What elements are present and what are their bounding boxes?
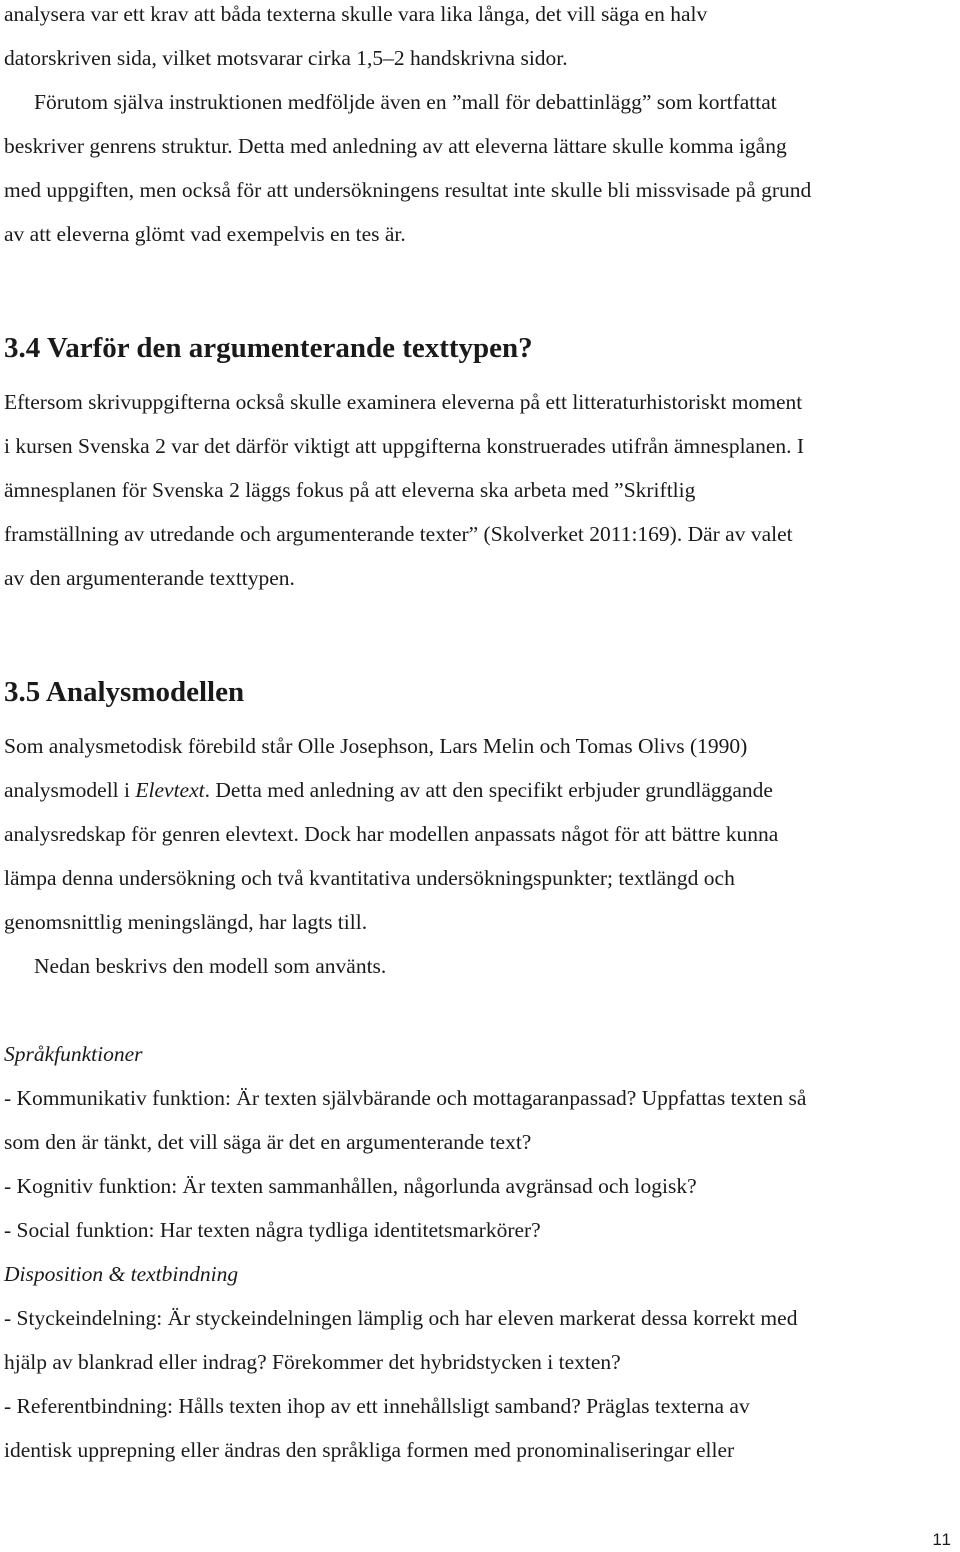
list-1-item-1-line-1: - Kommunikativ funktion: Är texten självbärande och mottagaranpassad? Uppfattas texten så: [4, 1086, 807, 1110]
paragraph-3-line-1: Eftersom skrivuppgifterna också skulle examinera eleverna på ett litteraturhistoriskt moment: [4, 390, 803, 414]
section-heading-3-5: 3.5 Analysmodellen: [4, 676, 245, 708]
list-1-item-2: - Kognitiv funktion: Är texten sammanhållen, någorlunda avgränsad och logisk?: [4, 1174, 697, 1198]
paragraph-4-line-2-end: . Detta med anledning av att den specifikt erbjuder grundläggande: [204, 778, 773, 802]
elevtext-title: Elevtext: [135, 778, 205, 802]
subheading-disposition: Disposition & textbindning: [4, 1262, 239, 1286]
paragraph-3-line-2: i kursen Svenska 2 var det därför viktigt att uppgifterna konstruerades utifrån ämnesplanen. I: [4, 434, 805, 458]
list-1-item-1-line-2: som den är tänkt, det vill säga är det en argumenterande text?: [4, 1130, 532, 1154]
paragraph-2-line-1: Förutom själva instruktionen medföljde även en ”mall för debattinlägg” som kortfattat: [34, 90, 777, 114]
list-2-item-2-line-2: identisk upprepning eller ändras den språkliga formen med pronominaliseringar eller: [4, 1438, 735, 1462]
paragraph-1-line-2: datorskriven sida, vilket motsvarar cirka 1,5–2 handskrivna sidor.: [4, 46, 568, 70]
paragraph-4-line-3: analysredskap för genren elevtext. Dock har modellen anpassats något för att bättre kunna: [4, 822, 779, 846]
paragraph-5: Nedan beskrivs den modell som använts.: [34, 954, 387, 978]
list-2-item-1-line-2: hjälp av blankrad eller indrag? Förekommer det hybridstycken i texten?: [4, 1350, 621, 1374]
paragraph-4-line-4: lämpa denna undersökning och två kvantitativa undersökningspunkter; textlängd och: [4, 866, 735, 890]
paragraph-2-line-2: beskriver genrens struktur. Detta med anledning av att eleverna lättare skulle komma igång: [4, 134, 787, 158]
paragraph-2-line-3: med uppgiften, men också för att undersökningens resultat inte skulle bli missvisade på grund: [4, 178, 812, 202]
paragraph-4-line-1: Som analysmetodisk förebild står Olle Josephson, Lars Melin och Tomas Olivs (1990): [4, 734, 748, 758]
paragraph-3-line-4: framställning av utredande och argumenterande texter” (Skolverket 2011:169). Där av valet: [4, 522, 793, 546]
list-1-item-3: - Social funktion: Har texten några tydliga identitetsmarkörer?: [4, 1218, 541, 1242]
paragraph-3-line-3: ämnesplanen för Svenska 2 läggs fokus på att eleverna ska arbeta med ”Skriftlig: [4, 478, 696, 502]
paragraph-1-line-1: analysera var ett krav att båda texterna skulle vara lika långa, det vill säga en halv: [4, 2, 708, 26]
paragraph-2-line-4: av att eleverna glömt vad exempelvis en tes är.: [4, 222, 406, 246]
list-2-item-2-line-1: - Referentbindning: Hålls texten ihop av ett innehållsligt samband? Präglas texterna av: [4, 1394, 750, 1418]
paragraph-4-line-2: [4, 776, 773, 804]
paragraph-3-line-5: av den argumenterande texttypen.: [4, 566, 295, 590]
list-2-item-1-line-1: - Styckeindelning: Är styckeindelningen lämplig och har eleven markerat dessa korrekt med: [4, 1306, 798, 1330]
paragraph-4-line-2-start: analysmodell i: [4, 778, 136, 802]
page-number: 11: [932, 1530, 952, 1549]
subheading-sprakfunktioner: Språkfunktioner: [4, 1042, 143, 1066]
section-heading-3-4: 3.4 Varför den argumenterande texttypen?: [4, 332, 533, 364]
paragraph-4-line-5: genomsnittlig meningslängd, har lagts till.: [4, 910, 368, 934]
